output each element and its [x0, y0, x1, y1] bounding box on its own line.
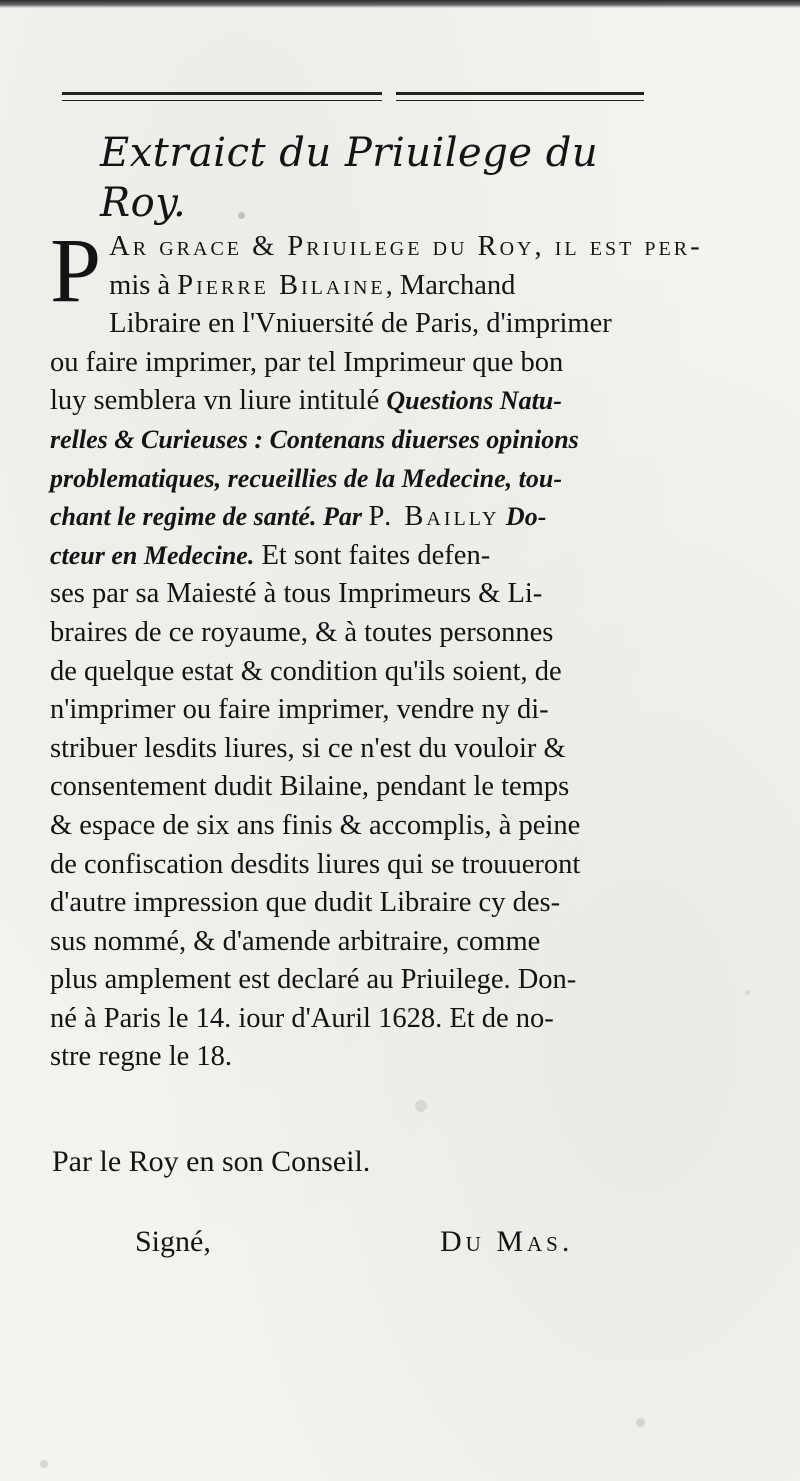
text-line: luy semblera vn liure intitulé Questions Natu- — [50, 385, 562, 417]
signer-name: Du Mas. — [440, 1225, 574, 1258]
text-line: ou faire imprimer, par tel Imprimeur que bon — [50, 346, 564, 378]
text-line: né à Paris le 14. iour d'Auril 1628. Et de no- — [50, 1002, 554, 1034]
text-line: Ar grace & Priuilege du Roy, il est per- — [109, 231, 703, 262]
text-line: sus nommé, & d'amende arbitraire, comme — [50, 925, 541, 957]
text-line: plus amplement est declaré au Priuilege. Don- — [50, 964, 577, 996]
text-line: cteur en Medecine. Et sont faites defen- — [50, 539, 491, 571]
header-rule-right — [396, 92, 644, 101]
header-rule-left — [62, 92, 382, 101]
text-line: relles & Curieuses : Contenans diuerses opinions — [50, 424, 579, 454]
text-line: braires de ce royaume, & à toutes personnes — [50, 616, 554, 648]
text-line: mis à Pierre Bilaine, Marchand — [109, 269, 516, 301]
signed-label: Signé, — [135, 1225, 211, 1258]
printer-name: Pierre Bilaine — [177, 269, 386, 301]
drop-cap: P — [50, 219, 102, 321]
text-line: chant le regime de santé. Par P. Bailly Do- — [50, 501, 547, 533]
text-line: Libraire en l'Vniuersité de Paris, d'imprimer — [109, 308, 612, 340]
page-heading: Extraict du Priuilege du Roy. — [100, 130, 599, 226]
text-line: de quelque estat & condition qu'ils soient, de — [50, 655, 562, 687]
text-line: stribuer lesdits liures, si ce n'est du vouloir & — [50, 732, 566, 764]
privilege-paragraph — [50, 219, 703, 1077]
author-name: P. Bailly — [368, 501, 500, 533]
text-line: problematiques, recueillies de la Medecine, tou- — [50, 463, 562, 493]
text-line: stre regne le 18. — [50, 1041, 233, 1073]
text-line: d'autre impression que dudit Libraire cy des- — [50, 887, 561, 919]
text-line: de confiscation desdits liures qui se trouueront — [50, 848, 581, 880]
text-line: consentement dudit Bilaine, pendant le temps — [50, 771, 570, 803]
text-line: n'imprimer ou faire imprimer, vendre ny di- — [50, 694, 549, 726]
book-title: Questions Natu- — [386, 386, 562, 416]
paper-speck — [40, 1460, 48, 1468]
text-line: & espace de six ans finis & accomplis, à peine — [50, 809, 581, 841]
paper-speck — [745, 990, 750, 995]
text-line: ses par sa Maiesté à tous Imprimeurs & Li- — [50, 578, 543, 610]
paper-speck — [415, 1100, 427, 1112]
paper-speck — [636, 1418, 645, 1427]
council-line: Par le Roy en son Conseil. — [52, 1145, 371, 1178]
paper-speck — [238, 212, 245, 219]
page-top-edge — [0, 0, 800, 8]
